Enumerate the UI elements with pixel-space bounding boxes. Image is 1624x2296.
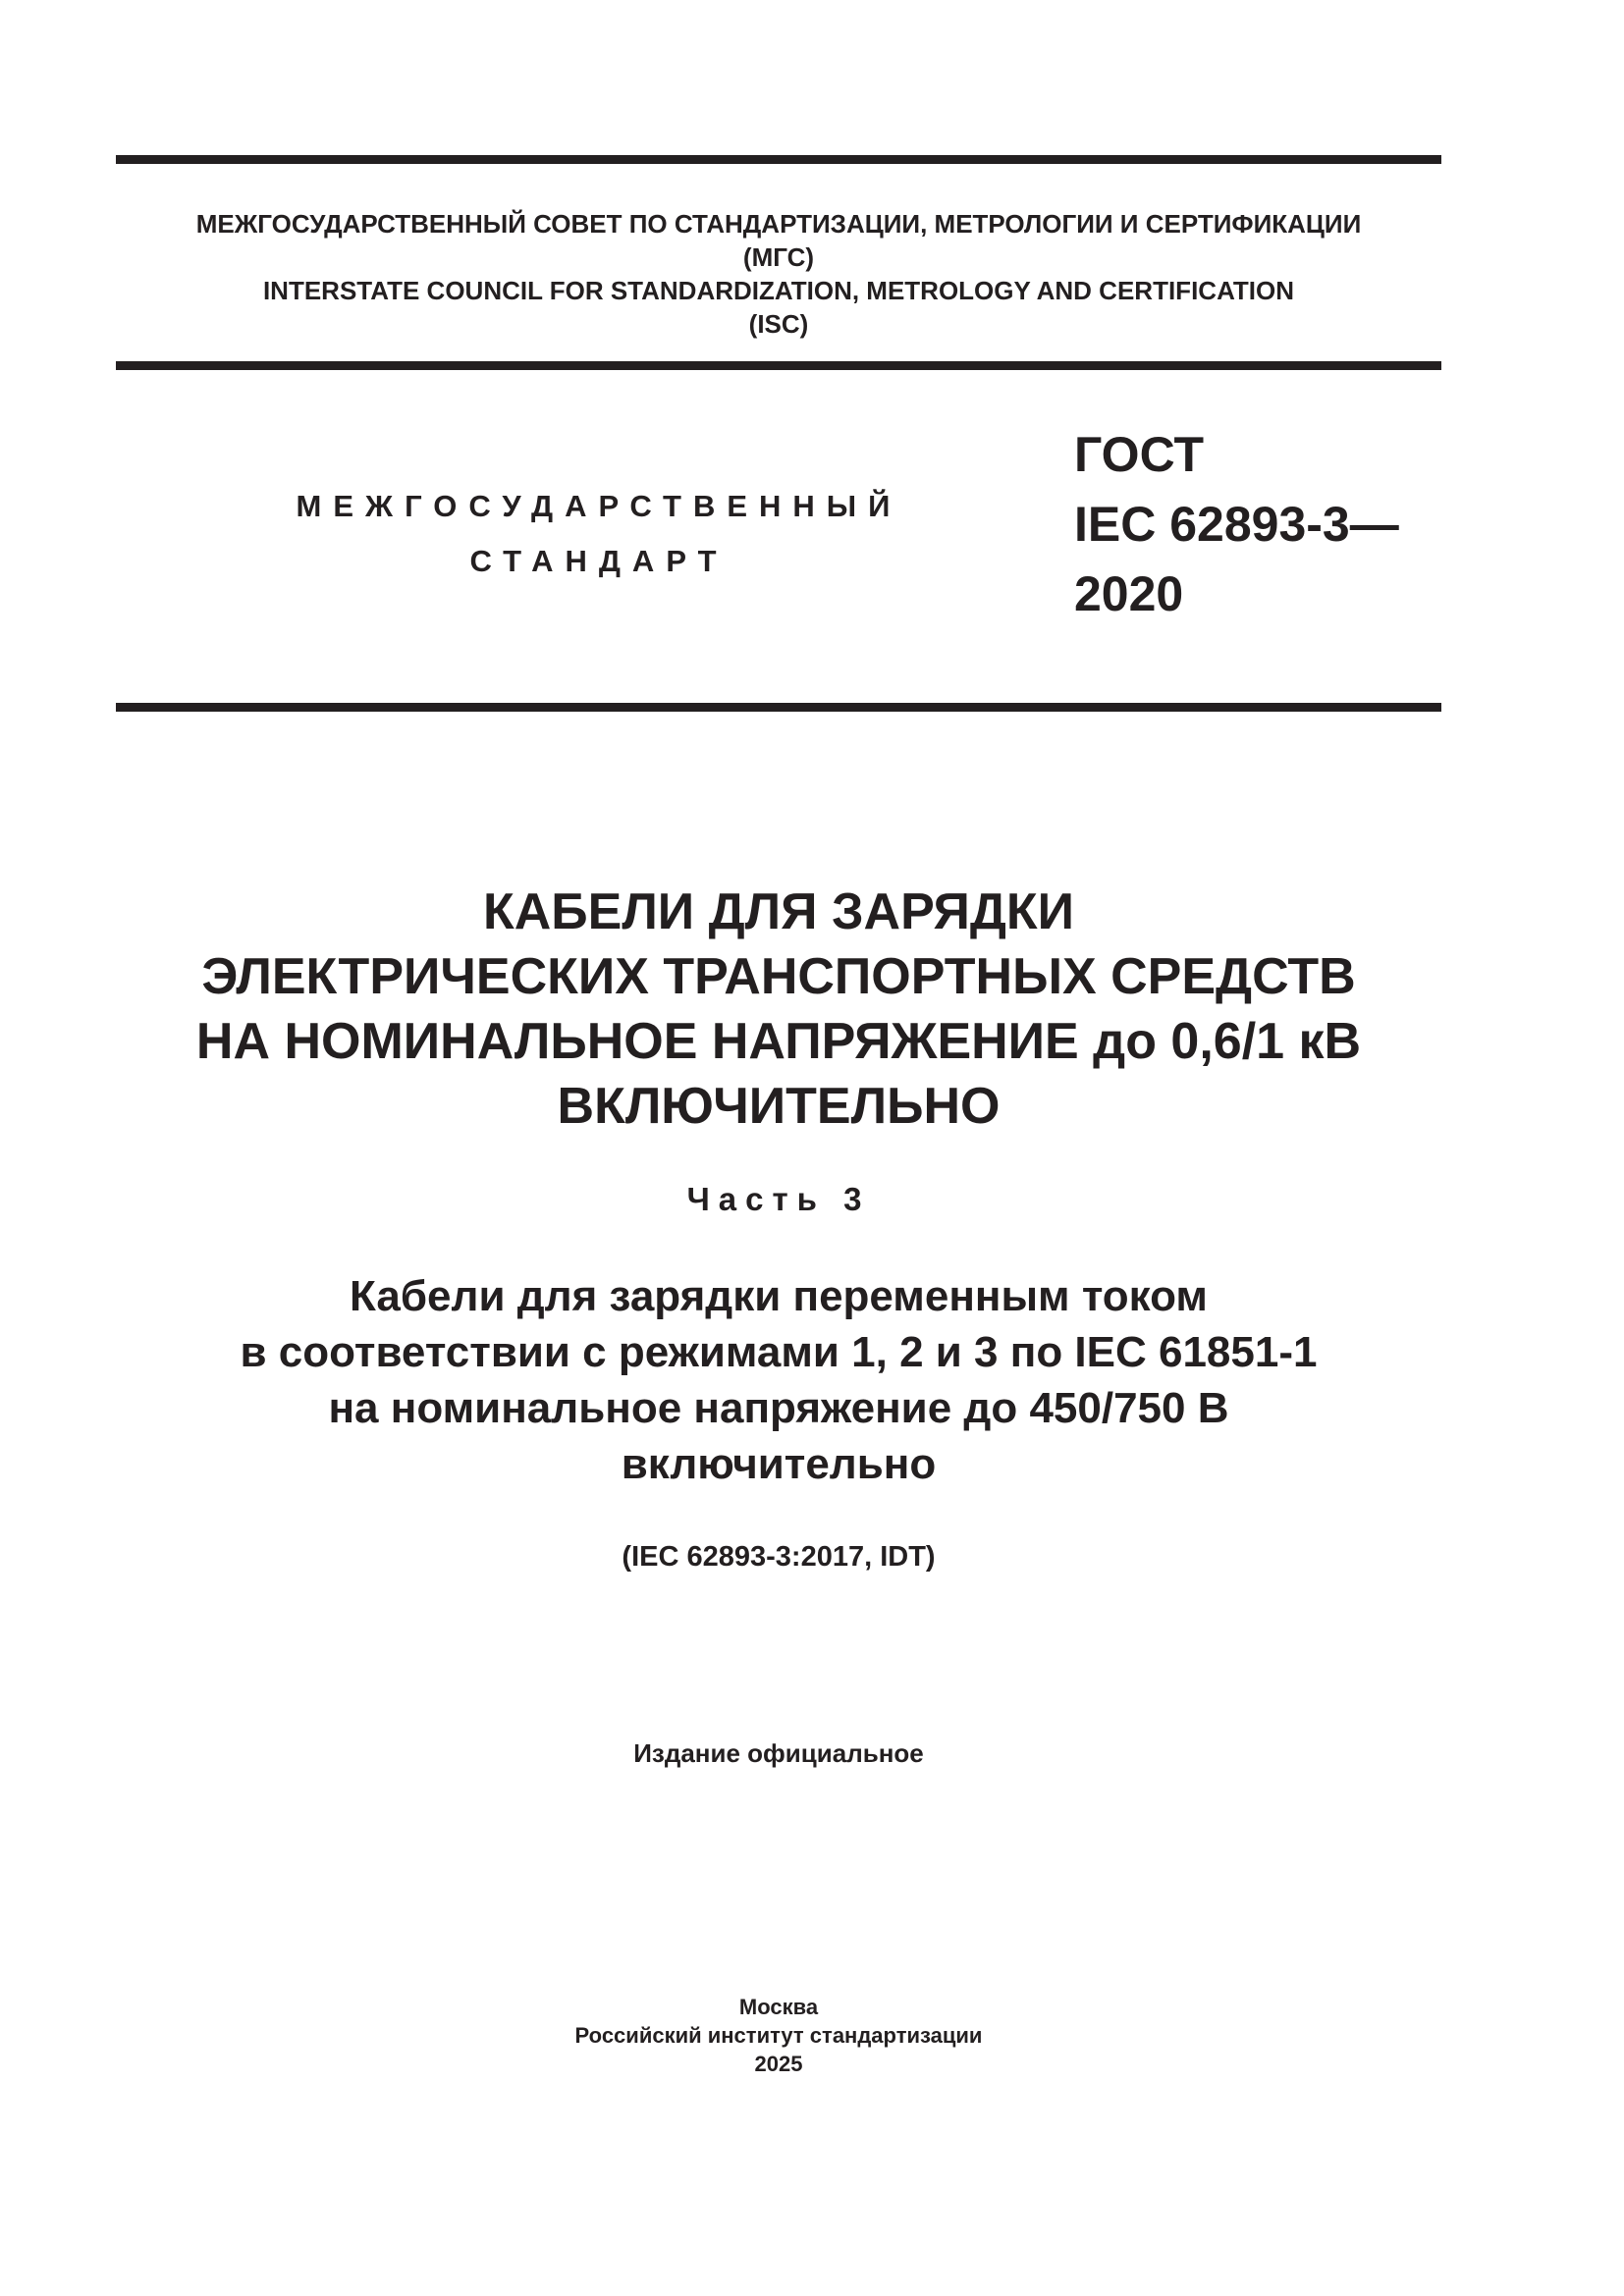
subtitle-line2: в соответствии с режимами 1, 2 и 3 по IEC 61851-1 [240, 1328, 1318, 1376]
standard-number-line3: 2020 [1074, 566, 1184, 621]
council-name-en: INTERSTATE COUNCIL FOR STANDARDIZATION, METROLOGY AND CERTIFICATION [262, 276, 1295, 305]
official-edition-label: Издание официальное [633, 1738, 924, 1768]
publisher-year: 2025 [754, 2052, 803, 2076]
council-abbr-ru: (МГС) [742, 242, 815, 272]
publisher-city: Москва [738, 1995, 819, 2019]
subtitle-line3: на номинальное напряжение до 450/750 В [328, 1384, 1229, 1432]
title-line3: НА НОМИНАЛЬНОЕ НАПРЯЖЕНИЕ до 0,6/1 кВ [195, 1013, 1362, 1070]
title-line2: ЭЛЕКТРИЧЕСКИХ ТРАНСПОРТНЫХ СРЕДСТВ [201, 948, 1356, 1005]
title-line4: ВКЛЮЧИТЕЛЬНО [557, 1078, 1001, 1135]
document-title [116, 880, 1441, 1139]
publisher-institute: Российский институт стандартизации [574, 2023, 983, 2048]
council-abbr-en: (ISC) [748, 309, 809, 339]
identity-reference: (IEC 62893-3:2017, IDT) [622, 1541, 936, 1573]
standard-bottom-rule [116, 703, 1441, 712]
council-header [116, 207, 1441, 341]
standard-number [1074, 420, 1399, 629]
subtitle-line4: включительно [621, 1440, 937, 1488]
publisher-block [116, 1993, 1441, 2078]
standard-number-line2: IEC 62893-3— [1074, 497, 1399, 552]
council-name-ru: МЕЖГОСУДАРСТВЕННЫЙ СОВЕТ ПО СТАНДАРТИЗАЦИИ, МЕТРОЛОГИИ И СЕРТИФИКАЦИИ [195, 209, 1362, 239]
part-label: Часть 3 [686, 1181, 871, 1217]
top-rule [116, 155, 1441, 164]
standard-label-line1: МЕЖГОСУДАРСТВЕННЫЙ [296, 489, 902, 523]
standard-number-line1: ГОСТ [1074, 427, 1204, 482]
interstate-standard-label [255, 479, 943, 589]
header-bottom-rule [116, 361, 1441, 370]
subtitle-line1: Кабели для зарядки переменным током [350, 1272, 1208, 1320]
document-subtitle [116, 1268, 1441, 1492]
title-line1: КАБЕЛИ ДЛЯ ЗАРЯДКИ [482, 883, 1075, 940]
standard-label-line2: СТАНДАРТ [469, 544, 729, 578]
